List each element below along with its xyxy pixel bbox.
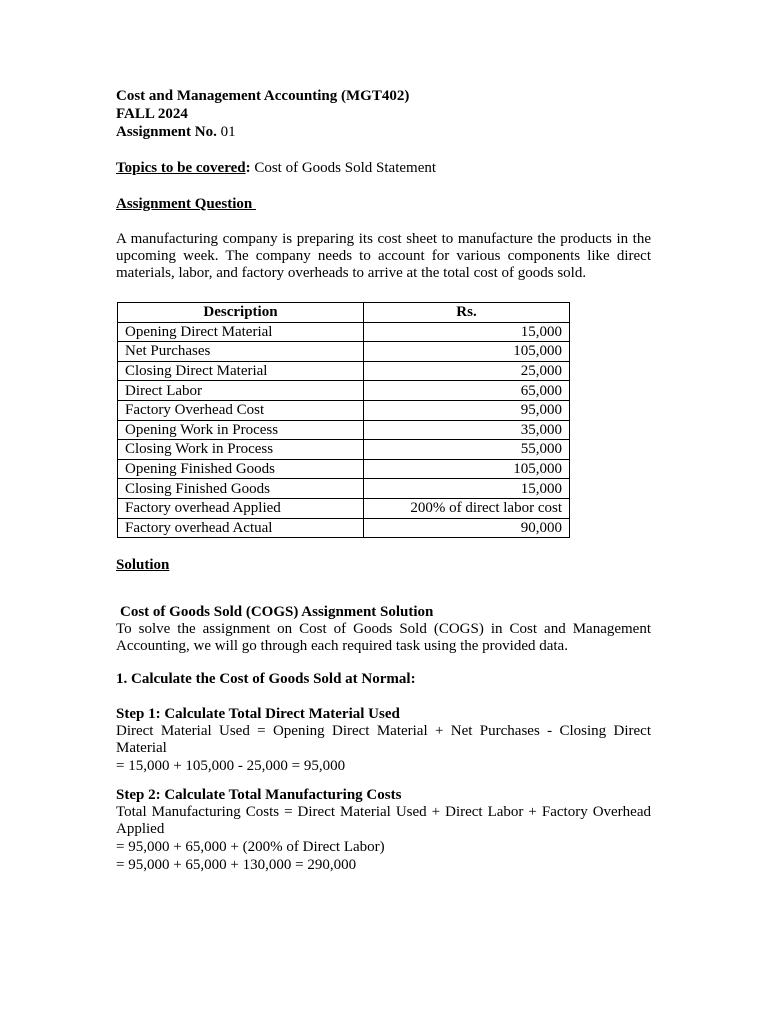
row-description: Opening Finished Goods xyxy=(118,459,364,479)
row-description: Opening Direct Material xyxy=(118,322,364,342)
table-row xyxy=(118,342,570,362)
row-amount: 25,000 xyxy=(364,361,570,381)
table-row xyxy=(118,381,570,401)
row-description: Factory overhead Applied xyxy=(118,498,364,518)
table-row xyxy=(118,361,570,381)
row-description: Direct Labor xyxy=(118,381,364,401)
topics-label: Topics to be covered xyxy=(116,160,246,176)
topics-value: Cost of Goods Sold Statement xyxy=(250,160,437,176)
step-2-heading: Step 2: Calculate Total Manufacturing Costs xyxy=(116,787,402,804)
task-1-heading: 1. Calculate the Cost of Goods Sold at Normal: xyxy=(116,671,416,688)
row-amount: 90,000 xyxy=(364,518,570,538)
table-row xyxy=(118,459,570,479)
step-1-formula: Direct Material Used = Opening Direct Material + Net Purchases - Closing Direct Material xyxy=(116,723,651,757)
solution-heading: Solution xyxy=(116,557,170,574)
row-amount: 105,000 xyxy=(364,342,570,362)
topics-line xyxy=(116,159,651,177)
assignment-label: Assignment No. xyxy=(116,124,217,140)
table-row xyxy=(118,518,570,538)
solution-intro: To solve the assignment on Cost of Goods Sold (COGS) in Cost and Management Accounting, we will go through each required task using the provided data. xyxy=(116,621,651,655)
row-amount: 95,000 xyxy=(364,400,570,420)
column-header-description: Description xyxy=(118,303,364,323)
row-amount: 35,000 xyxy=(364,420,570,440)
row-description: Opening Work in Process xyxy=(118,420,364,440)
table-row xyxy=(118,498,570,518)
row-description: Net Purchases xyxy=(118,342,364,362)
table-row xyxy=(118,322,570,342)
row-amount: 65,000 xyxy=(364,381,570,401)
document-page xyxy=(116,87,651,874)
assignment-question-heading: Assignment Question xyxy=(116,196,257,212)
table-row xyxy=(118,479,570,499)
row-amount: 15,000 xyxy=(364,479,570,499)
solution-title: Cost of Goods Sold (COGS) Assignment Solution xyxy=(120,604,434,621)
topics-colon: : xyxy=(245,160,251,176)
table-row xyxy=(118,440,570,460)
table-row xyxy=(118,400,570,420)
row-description: Closing Finished Goods xyxy=(118,479,364,499)
row-description: Closing Direct Material xyxy=(118,361,364,381)
row-amount: 15,000 xyxy=(364,322,570,342)
assignment-number xyxy=(116,123,651,141)
step-1-calculation: = 15,000 + 105,000 - 25,000 = 95,000 xyxy=(116,758,346,775)
assignment-value: 01 xyxy=(216,124,236,140)
row-description: Factory overhead Actual xyxy=(118,518,364,538)
row-amount: 105,000 xyxy=(364,459,570,479)
step-2-calculation-1: = 95,000 + 65,000 + (200% of Direct Labor) xyxy=(116,839,385,856)
row-amount: 55,000 xyxy=(364,440,570,460)
row-amount: 200% of direct labor cost xyxy=(364,498,570,518)
course-title: Cost and Management Accounting (MGT402) xyxy=(116,88,410,104)
row-description: Factory Overhead Cost xyxy=(118,400,364,420)
row-description: Closing Work in Process xyxy=(118,440,364,460)
table-header-row xyxy=(118,303,570,323)
column-header-amount: Rs. xyxy=(364,303,570,323)
question-body: A manufacturing company is preparing its cost sheet to manufacture the products in the upcoming week. The company needs to account for various components like direct materials, labor, and factory overheads to arrive at the total cost of goods sold. xyxy=(116,231,651,281)
term-label: FALL 2024 xyxy=(116,106,188,122)
step-2-formula: Total Manufacturing Costs = Direct Material Used + Direct Labor + Factory Overhead Applied xyxy=(116,804,651,838)
step-1-heading: Step 1: Calculate Total Direct Material Used xyxy=(116,706,400,723)
table-row xyxy=(118,420,570,440)
step-2-calculation-2: = 95,000 + 65,000 + 130,000 = 290,000 xyxy=(116,857,357,874)
cost-data-table xyxy=(117,302,570,538)
